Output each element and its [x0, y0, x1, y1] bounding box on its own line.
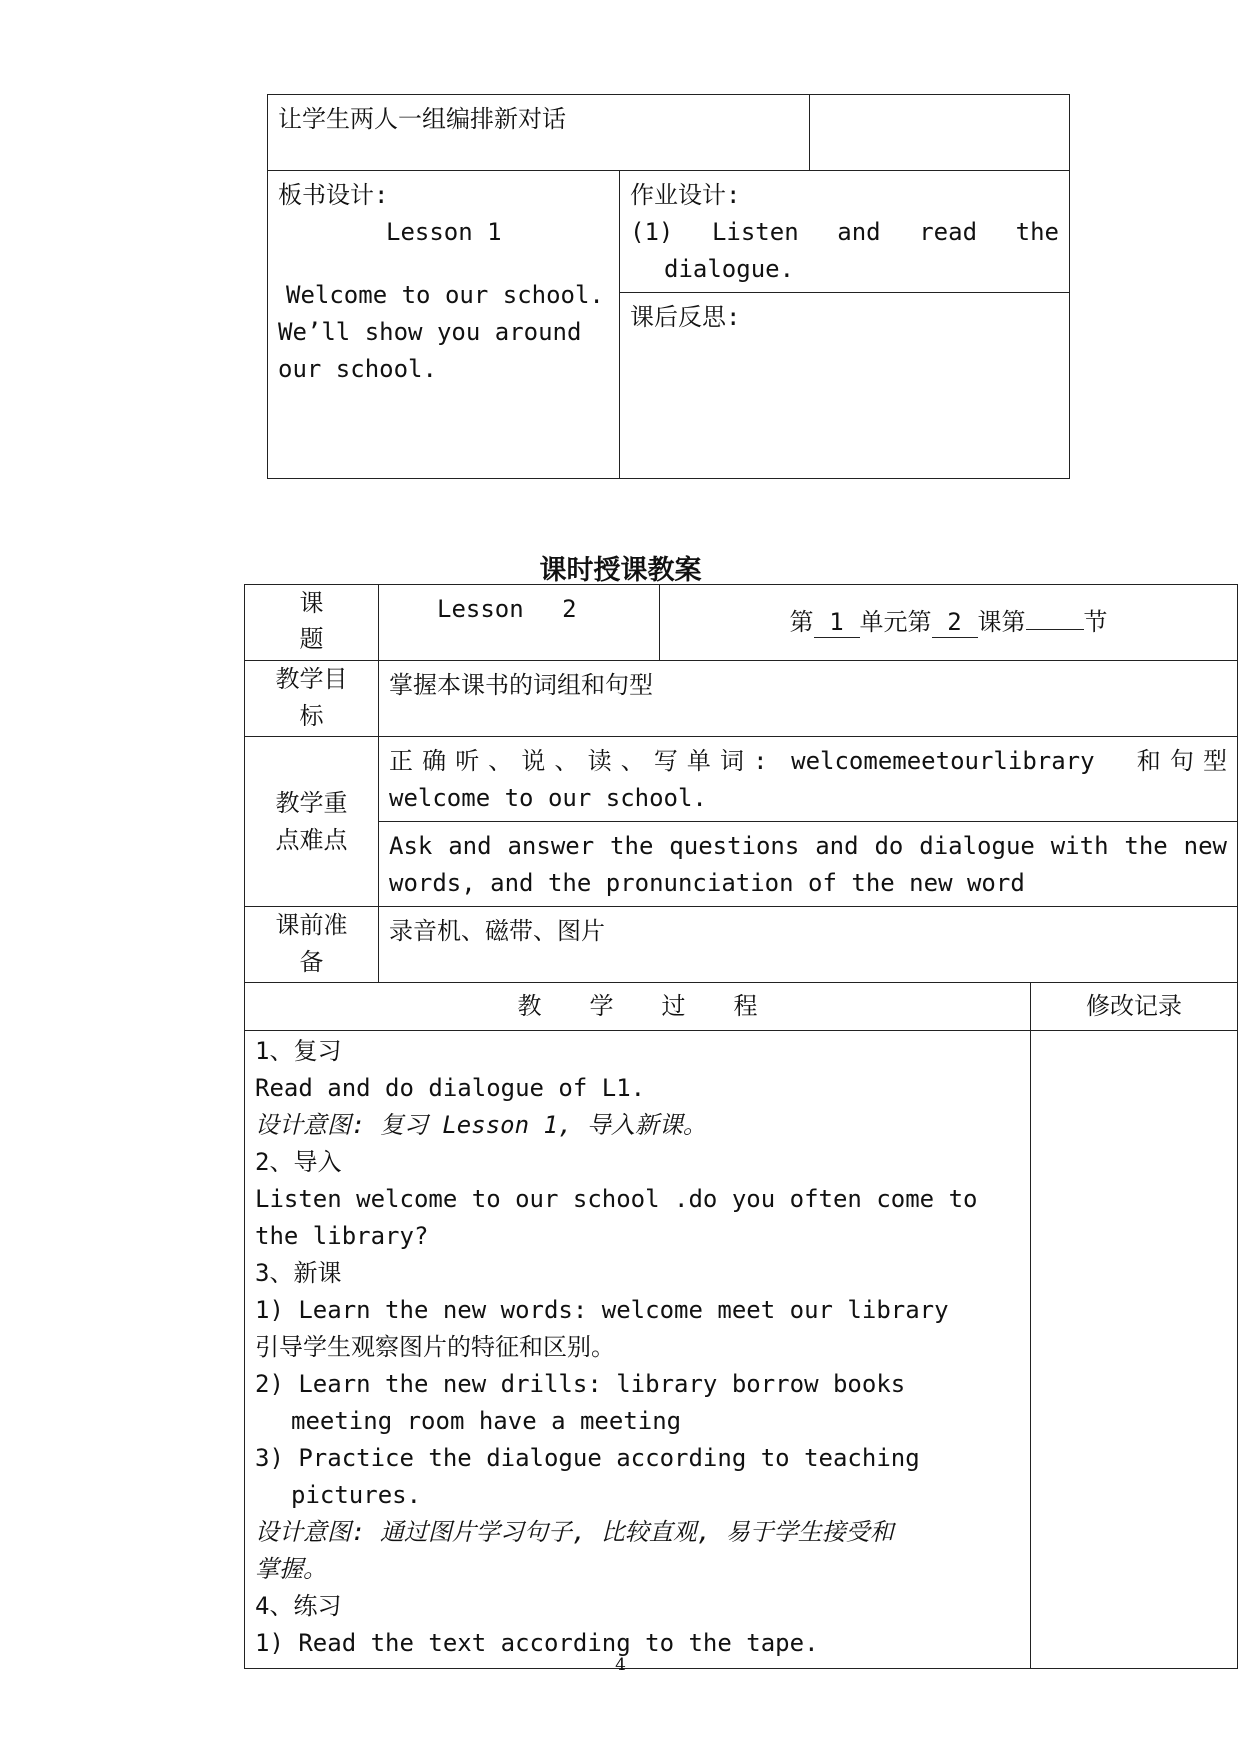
unit-cell [660, 585, 1238, 661]
empty-cell [810, 95, 1070, 171]
process-line: 2) Learn the new drills: library borrow books [255, 1370, 906, 1398]
process-line: 4、练习 [255, 1592, 342, 1620]
homework-cell [620, 171, 1070, 293]
board-line-1: Welcome to our school. [286, 281, 604, 309]
prep-label-cell [245, 907, 379, 983]
revision-content-cell [1031, 1031, 1238, 1669]
goal-label-1: 教学目 [275, 665, 348, 693]
section-suffix: 节 [1083, 608, 1108, 636]
process-line: meeting room have a meeting [291, 1407, 682, 1435]
lesson-mid: 课第 [977, 608, 1026, 636]
revision-header-cell [1031, 983, 1238, 1031]
page-number: 4 [615, 1655, 626, 1675]
key-label-2: 点难点 [275, 825, 348, 854]
process-line: 引导学生观察图片的特征和区别。 [255, 1333, 615, 1361]
topic-label-1: 课 [299, 589, 324, 617]
process-header: 教 学 过 程 [517, 992, 758, 1020]
board-design-label: 板书设计: [278, 181, 389, 209]
homework-line-2: dialogue. [664, 255, 795, 283]
board-line-3: our school. [278, 355, 437, 383]
process-line: the library? [255, 1222, 429, 1250]
prep-label-1: 课前准 [275, 911, 348, 939]
process-line: Listen welcome to our school .do you often come to [255, 1185, 978, 1213]
key-line-1: 正确听、说、读、写单词: welcomemeetourlibrary 和句型 [389, 747, 1227, 775]
difficulty-cell [379, 822, 1238, 907]
unit-value: 1 [814, 607, 860, 638]
diff-line-1: Ask and answer the questions and do dialogue with the new [389, 832, 1227, 860]
activity-cell [268, 95, 810, 171]
prep-value: 录音机、磁带、图片 [389, 917, 605, 945]
topic-value: Lesson 2 [437, 595, 577, 623]
prep-label-2: 备 [299, 948, 324, 976]
process-line: 1、复习 [255, 1037, 342, 1065]
goal-label-cell [245, 661, 379, 737]
design-intent-line: 掌握。 [255, 1555, 327, 1583]
board-design-cell [268, 171, 620, 479]
process-line: 2、导入 [255, 1148, 342, 1176]
process-line: Read and do dialogue of L1. [255, 1074, 646, 1102]
lesson-value: 2 [932, 607, 978, 638]
key-line-2: welcome to our school. [389, 784, 707, 812]
page-title: 课时授课教案 [539, 555, 702, 586]
goal-label-2: 标 [299, 702, 324, 730]
process-content-cell [245, 1031, 1031, 1669]
topic-value-cell [379, 585, 660, 661]
process-line: pictures. [291, 1481, 422, 1509]
process-line: 1) Read the text according to the tape. [255, 1629, 819, 1657]
section-value [1026, 629, 1084, 630]
goal-value: 掌握本课书的词组和句型 [389, 671, 653, 699]
process-line: 1) Learn the new words: welcome meet our library [255, 1296, 949, 1324]
unit-mid: 单元第 [859, 608, 932, 636]
process-line: 3、新课 [255, 1259, 342, 1287]
lesson-plan-table [244, 584, 1238, 1669]
previous-lesson-table [267, 94, 1070, 479]
goal-value-cell [379, 661, 1238, 737]
key-points-label-cell [245, 737, 379, 907]
key-points-cell [379, 737, 1238, 822]
design-intent-line: 设计意图: 复习 Lesson 1, 导入新课。 [255, 1111, 707, 1139]
topic-label-cell [245, 585, 379, 661]
revision-header: 修改记录 [1086, 992, 1182, 1020]
homework-label: 作业设计: [630, 181, 741, 209]
key-label-1: 教学重 [275, 788, 348, 817]
topic-label-2: 题 [299, 625, 324, 653]
unit-prefix: 第 [789, 608, 814, 636]
board-line-2: We’ll show you around [278, 318, 582, 346]
prep-value-cell [379, 907, 1238, 983]
homework-line-1: (1) Listen and read the [630, 218, 1059, 246]
reflection-cell [620, 293, 1070, 479]
process-line: 3) Practice the dialogue according to teaching [255, 1444, 920, 1472]
design-intent-line: 设计意图: 通过图片学习句子, 比较直观, 易于学生接受和 [255, 1518, 894, 1546]
board-lesson: Lesson 1 [386, 218, 502, 246]
process-header-cell [245, 983, 1031, 1031]
activity-text: 让学生两人一组编排新对话 [278, 105, 566, 133]
diff-line-2: words, and the pronunciation of the new word [389, 869, 1025, 897]
reflection-label: 课后反思: [630, 303, 741, 331]
